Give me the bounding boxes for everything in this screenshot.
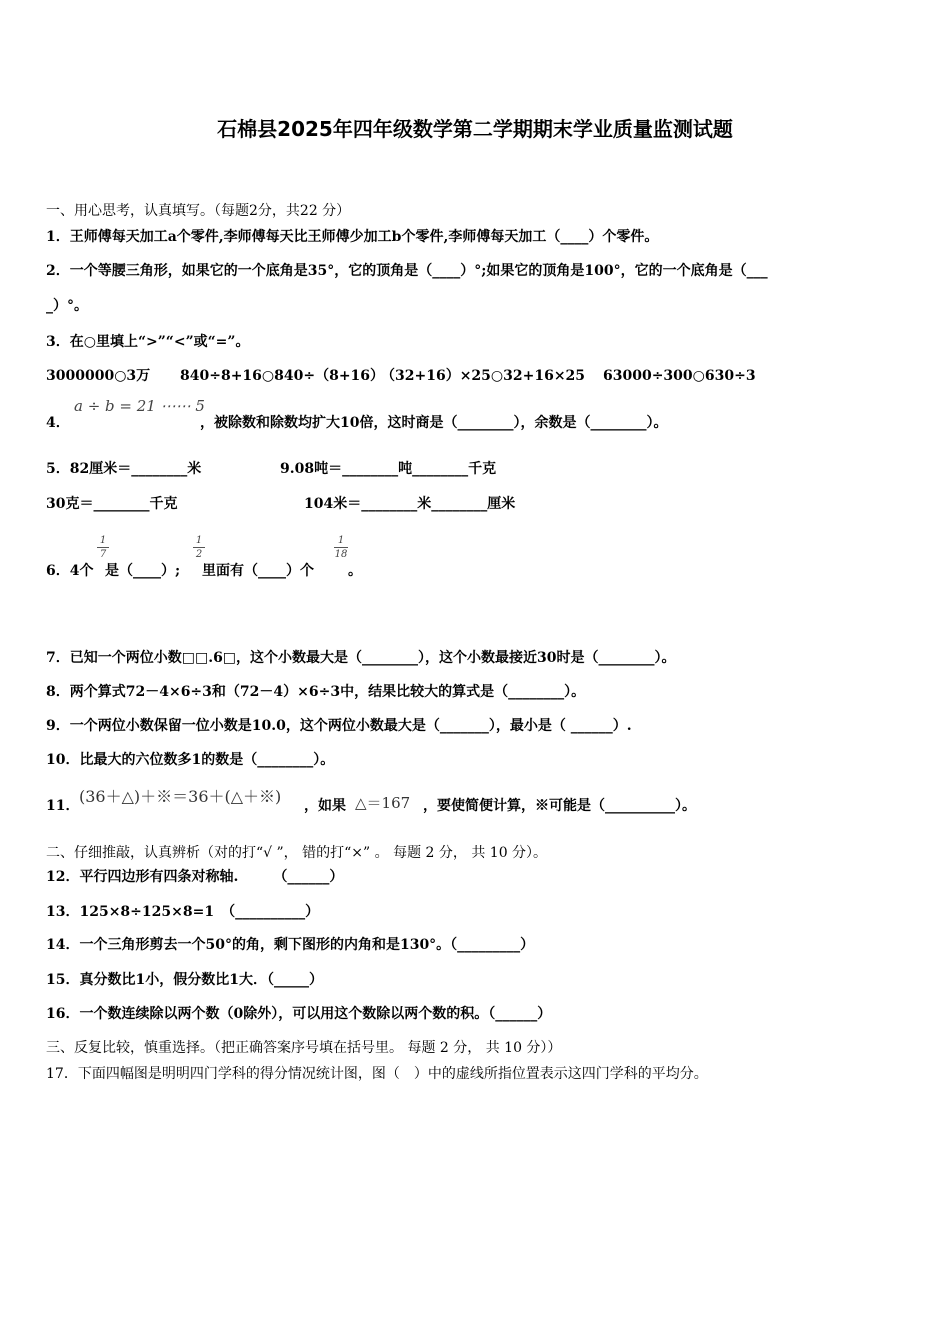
page-title: 石棉县2025年四年级数学第二学期期末学业质量监测试题 (217, 117, 733, 141)
question-11-number: 11． (46, 798, 80, 814)
q6-part-3: 里面有（____）个 (202, 563, 314, 579)
question-15: 15．真分数比1小，假分数比1大．（_____） (46, 972, 323, 988)
q5-part-d: 104米＝________米________厘米 (304, 496, 516, 512)
q6-fraction-2 (191, 535, 207, 560)
question-16: 16．一个数连续除以两个数（0除外），可以用这个数除以两个数的积。（______） (46, 1006, 552, 1022)
question-17: 17．下面四幅图是明明四门学科的得分情况统计图，图（ ）中的虚线所指位置表示这四门学科的平均分。 (46, 1066, 708, 1082)
q11-text-end: ，要使简便计算，※可能是（__________）。 (423, 798, 696, 814)
q6-frac-2-den: 2 (195, 549, 203, 560)
question-10: 10．比最大的六位数多1的数是（________）。 (46, 752, 335, 768)
section-2-heading: 二、仔细推敲，认真辨析（对的打“√ ”， 错的打“×” 。 每题 2 分， 共 10 分）。 (46, 845, 548, 861)
q3-item-1: 3000000○3万 (46, 368, 151, 384)
question-14: 14．一个三角形剪去一个50°的角，剩下图形的内角和是130°。（_________） (46, 937, 535, 953)
q5-part-c: 30克＝________千克 (46, 496, 178, 512)
q6-fraction-1 (95, 535, 111, 560)
q5-part-a: 5．82厘米＝________米 (46, 461, 202, 477)
q11-condition: △＝167 (355, 794, 411, 812)
q6-frac-2-num: 1 (195, 535, 203, 546)
question-8: 8．两个算式72－4×6÷3和（72－4）×6÷3中，结果比较大的算式是（________）。 (46, 684, 586, 700)
question-7: 7．已知一个两位小数□□.6□，这个小数最大是（________），这个小数最接近30时是（________）。 (46, 650, 676, 666)
q6-frac-1-num: 1 (99, 535, 107, 546)
q11-equation: (36＋△)＋※＝36＋(△＋※) (79, 787, 282, 806)
question-2-line-2: _）°。 (46, 298, 88, 314)
q3-item-4: 63000÷300○630÷3 (603, 368, 756, 384)
question-3: 3．在○里填上“>”“<”或“=”。 (46, 334, 250, 350)
question-9: 9．一个两位小数保留一位小数是10.0，这个两位小数最大是（_______），最小是（ ______）. (46, 718, 632, 734)
q6-part-2: 是（____）; (105, 563, 181, 579)
question-1: 1．王师傅每天加工a个零件,李师傅每天比王师傅少加工b个零件,李师傅每天加工（____）个零件。 (46, 229, 659, 245)
q11-text-mid: ，如果 (304, 798, 346, 814)
q6-part-4: 。 (348, 563, 362, 579)
section-3-heading: 三、反复比较，慎重选择。（把正确答案序号填在括号里。 每题 2 分， 共 10 分）） (46, 1040, 562, 1056)
q4-number: 4． (46, 415, 70, 431)
question-4 (46, 413, 70, 433)
q4-text: ，被除数和除数均扩大10倍，这时商是（________），余数是（________）。 (200, 415, 668, 431)
q4-division-expression: a ÷ b = 21 ⋯⋯ 5 (74, 397, 205, 415)
q6-frac-1-den: 7 (99, 549, 107, 560)
q3-item-3: （32+16）×25○32+16×25 (381, 368, 586, 384)
q6-part-1: 6．4个 (46, 563, 94, 579)
q6-fraction-3 (332, 535, 350, 560)
question-12: 12．平行四边形有四条对称轴. （______） (46, 869, 344, 885)
q3-item-2: 840÷8+16○840÷（8+16） (180, 368, 385, 384)
q5-part-b: 9.08吨＝________吨________千克 (280, 461, 497, 477)
question-2-line-1: 2．一个等腰三角形，如果它的一个底角是35°，它的顶角是（____）°;如果它的顶角是100°，它的一个底角是（___ (46, 263, 768, 279)
section-1-heading: 一、用心思考，认真填写。（每题2分，共22 分） (46, 203, 351, 219)
question-13: 13．125×8÷125×8=1 （__________） (46, 904, 320, 920)
q6-frac-3-num: 1 (337, 535, 345, 546)
q6-frac-3-den: 18 (334, 549, 348, 560)
